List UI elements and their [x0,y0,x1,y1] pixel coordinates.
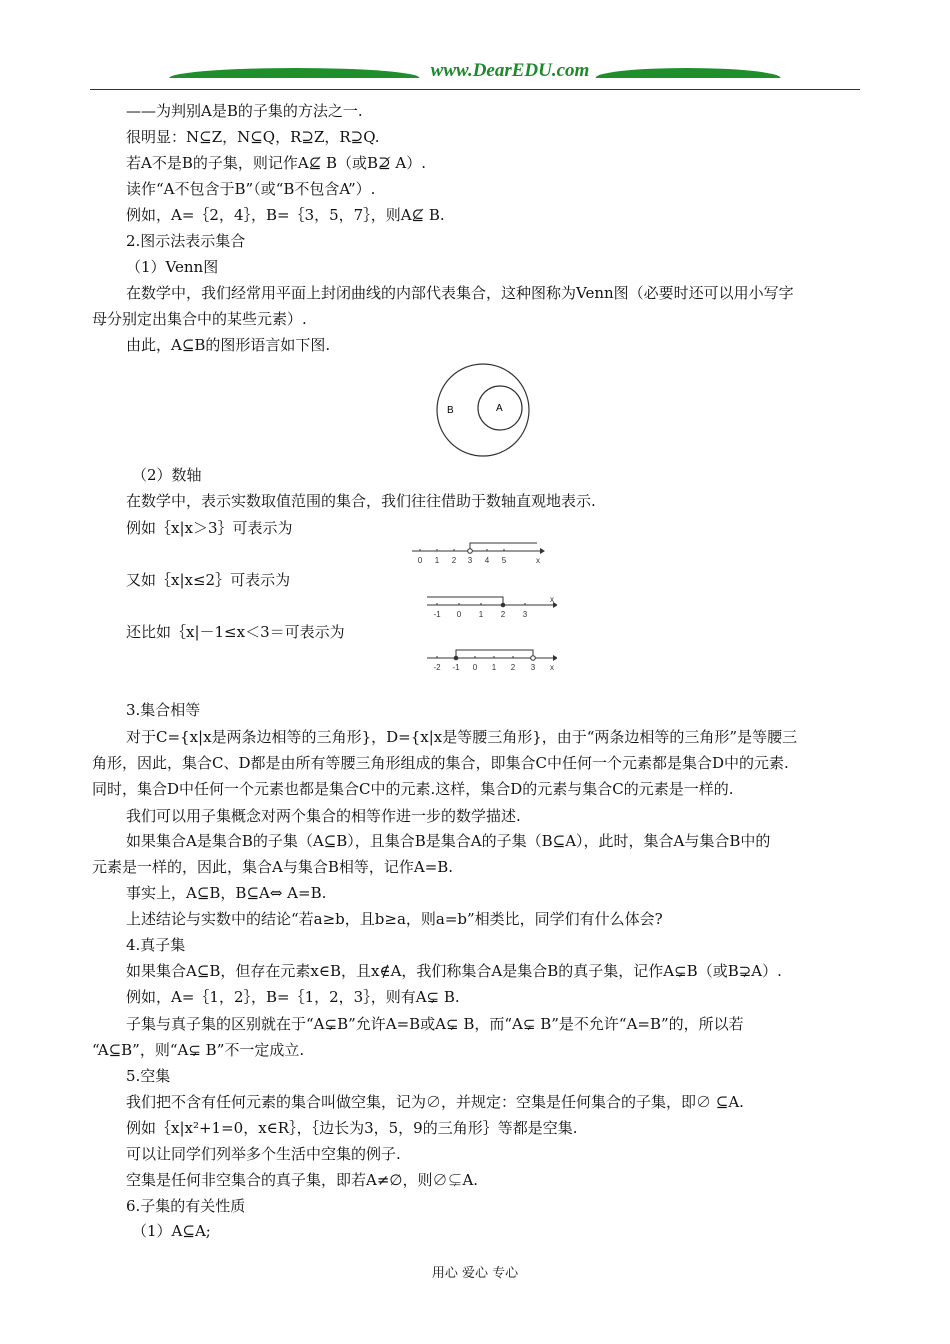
text-line: 又如｛x|x≤2｝可表示为 [126,571,291,589]
subsection-heading: （1）Venn图 [126,258,219,276]
text-line: 很明显：N⊆Z，N⊆Q，R⊇Z，R⊇Q. [126,128,380,146]
section-heading: 2.图示法表示集合 [126,232,246,250]
text-line: 例如｛x|x²+1=0，x∈R｝，｛边长为3，5，9的三角形｝等都是空集. [126,1119,578,1137]
axis1-tick: 0 [417,556,423,565]
venn-diagram [427,360,539,460]
axis1-tick: 3 [467,556,473,565]
text-line: 我们把不含有任何元素的集合叫做空集，记为∅，并规定：空集是任何集合的子集，即∅ ⊆A. [126,1093,744,1111]
axis3-tick: -1 [452,663,460,672]
axis2-var: x [550,595,554,604]
venn-label-outer: B [447,405,454,416]
section-heading: 3.集合相等 [126,701,201,719]
text-line: 还比如｛x|－1≤x＜3＝可表示为 [126,623,345,641]
section-heading: 5.空集 [126,1067,171,1085]
page-header [90,60,860,92]
axis1-tick: 1 [434,556,440,565]
text-line: 例如，A=｛1，2｝，B=｛1，2，3｝，则有A⊊ B. [126,988,460,1006]
text-line: 例如｛x|x＞3｝可表示为 [126,519,293,537]
text-line: 事实上，A⊆B，B⊆A⇔ A=B. [126,884,327,902]
axis1-var: x [536,556,540,565]
text-line: 角形，因此，集合C、D都是由所有等腰三角形组成的集合，即集合C中任何一个元素都是集合D中的元素. [92,754,789,772]
axis3-tick: 1 [491,663,497,672]
text-line: 空集是任何非空集合的真子集，即若A≠∅，则∅⊊A. [126,1171,479,1189]
text-line: 若A不是B的子集，则记作A⊈ B（或B⊉ A）. [126,154,427,172]
axis2-tick: 2 [500,610,506,619]
number-line-2 [427,590,557,622]
text-line: 读作“A不包含于B”（或“B不包含A”）. [126,180,376,198]
text-line: 上述结论与实数中的结论“若a≥b，且b≥a，则a=b”相类比，同学们有什么体会? [126,910,663,928]
text-line: 我们可以用子集概念对两个集合的相等作进一步的数学描述. [126,807,521,825]
text-line: （1）A⊆A; [132,1222,211,1240]
axis2-tick: 1 [478,610,484,619]
text-line: 子集与真子集的区别就在于“A⊊B”允许A=B或A⊊ B，而“A⊊ B”是不允许“A=B”的，所以若 [126,1015,744,1033]
text-line: 对于C={x|x是两条边相等的三角形}，D={x|x是等腰三角形}，由于“两条边相等的三角形”是等腰三 [126,728,798,746]
page-footer: 用心 爱心 专心 [431,1266,519,1281]
axis3-tick: 3 [530,663,536,672]
section-heading: 6.子集的有关性质 [126,1197,246,1215]
text-line: 在数学中，表示实数取值范围的集合，我们往往借助于数轴直观地表示. [126,492,596,510]
text-line: 同时，集合D中任何一个元素也都是集合C中的元素.这样，集合D的元素与集合C的元素是一样的. [92,780,734,798]
axis2-tick: 0 [456,610,462,619]
venn-label-inner: A [496,403,503,414]
axis2-tick: 3 [522,610,528,619]
text-line: 母分别定出集合中的某些元素）. [92,310,307,328]
axis1-tick: 5 [501,556,507,565]
axis1-tick: 2 [451,556,457,565]
text-line: ——为判别A是B的子集的方法之一. [126,102,363,120]
header-swoosh-right [594,68,780,78]
text-line: 元素是一样的，因此，集合A与集合B相等，记作A=B. [92,858,454,876]
section-heading: 4.真子集 [126,936,186,954]
number-line-3 [427,643,557,675]
number-line-1 [410,536,545,568]
text-line: 由此，A⊆B的图形语言如下图. [126,336,331,354]
axis3-var: x [550,663,554,672]
axis1-tick: 4 [484,556,490,565]
text-line: 如果集合A⊆B，但存在元素x∈B，且x∉A，我们称集合A是集合B的真子集，记作A⊊B（或B⊋A）. [126,962,782,980]
text-line: 如果集合A是集合B的子集（A⊆B），且集合B是集合A的子集（B⊆A），此时，集合A与集合B中的 [126,832,771,850]
text-line: “A⊆B”，则“A⊊ B”不一定成立. [92,1041,305,1059]
text-line: 例如，A=｛2，4｝，B=｛3，5，7｝，则A⊈ B. [126,206,445,224]
site-logo: www.DearEDU.com [430,60,590,81]
header-swoosh-left [169,68,420,78]
text-line: 可以让同学们列举多个生活中空集的例子. [126,1145,401,1163]
axis3-tick: 0 [472,663,478,672]
header-rule [90,89,860,90]
subsection-heading: （2）数轴 [132,466,202,484]
axis3-tick: 2 [510,663,516,672]
text-line: 在数学中，我们经常用平面上封闭曲线的内部代表集合，这种图称为Venn图（必要时还可以用小写字 [126,284,794,302]
axis2-tick: -1 [433,610,441,619]
axis3-tick: -2 [433,663,441,672]
